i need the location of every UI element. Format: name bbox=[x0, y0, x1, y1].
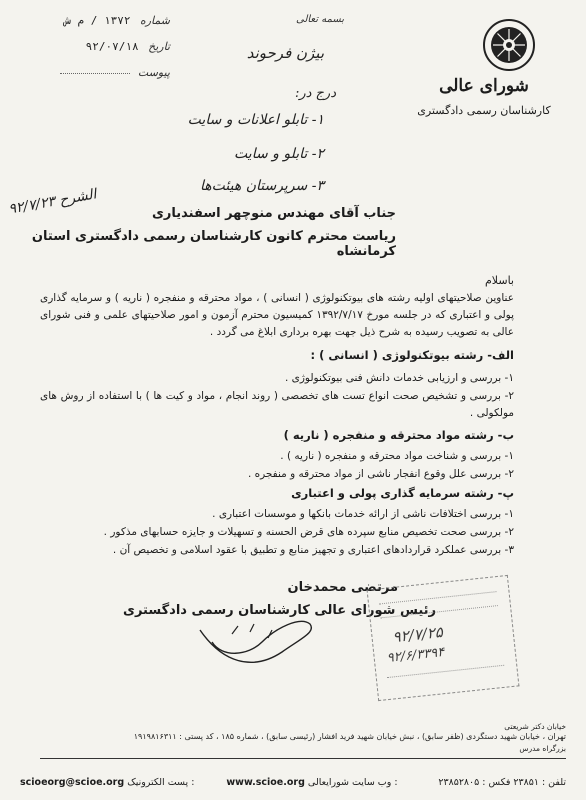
footer-divider bbox=[40, 758, 566, 759]
attachment-label: پیوست bbox=[137, 66, 170, 79]
section-b-item-1: ۱- بررسی و شناخت مواد محترقه و منفجره ( ناریه ) . bbox=[280, 450, 514, 462]
section-a-item-2: ۲- بررسی و تشخیص صحت انواع تست های تخصصی ( روند انجام ، مواد و کیت ها ) با استفاده از روش های مولکولی . bbox=[40, 390, 514, 419]
section-title-c: پ- رشته سرمایه گذاری پولی و اعتباری bbox=[291, 486, 514, 500]
basmala: بسمه تعالی bbox=[296, 14, 345, 25]
handwritten-margin-note: الشرح ۹۲/۷/۲۳ bbox=[7, 186, 98, 218]
handwritten-name: بیژن فرحوند bbox=[246, 44, 324, 62]
website-label: وب سایت شورایعالی : bbox=[307, 777, 398, 788]
stamp-line-1 bbox=[379, 591, 496, 604]
email-label: پست الکترونیک : bbox=[127, 777, 195, 788]
footer-phone: تلفن : ۲۳۸۵۱ فکس : ۲۳۸۵۲۸۰۵ bbox=[438, 777, 566, 788]
date-value: ۹۲/۰۷/۱۸ bbox=[85, 40, 139, 53]
addressee-title: ریاست محترم کانون کارشناسان رسمی دادگستری استان کرمانشاه bbox=[31, 229, 396, 259]
section-b-item-2: ۲- بررسی علل وقوع انفجار ناشی از مواد محترقه و منفجره . bbox=[247, 468, 514, 480]
signature-scribble bbox=[192, 612, 322, 674]
section-a-item-1: ۱- بررسی و ارزیابی خدمات دانش فنی بیوتکنولوژی . bbox=[284, 372, 514, 384]
council-logo-icon bbox=[482, 18, 536, 72]
council-name: شورای عالی bbox=[439, 76, 529, 96]
stamp-number: ۹۲/۶/۳۳۹۴ bbox=[386, 644, 445, 666]
section-c-item-2: ۲- بررسی صحت تخصیص منابع سپرده های قرض الحسنه و تسهیلات و جایزه حسابهای مذکور . bbox=[103, 526, 514, 538]
attachment-dots bbox=[60, 72, 130, 74]
section-c-item-3: ۳- بررسی عملکرد قراردادهای اعتباری و تجهیز منابع و تطبیق با عقود اسلامی و تخصیص آن . bbox=[112, 544, 514, 556]
stamp-line-2 bbox=[381, 605, 498, 618]
section-title-b: ب- رشته مواد محترقه و منفجره ( ناریه ) bbox=[283, 428, 514, 442]
council-subtitle: کارشناسان رسمی دادگستری bbox=[417, 104, 551, 117]
number-label: شماره bbox=[139, 14, 170, 27]
greeting: باسلام bbox=[484, 274, 514, 287]
section-c-item-1: ۱- بررسی اختلافات ناشی از ارائه خدمات بانکها و موسسات اعتباری . bbox=[212, 508, 514, 520]
intro-paragraph: عناوین صلاحیتهای اولیه رشته های بیوتکنولوژی ( انسانی ) ، مواد محترقه و منفجره ( ناریه ) و سرمایه گذاری پولی و اعتباری که در جلسه مورخ ۱۳۹۲/۷/۱۷ کمیسیون محترم آزمون و امور صلاحیتهای علمی و فنی شورای عالی به تصویب رسیده به شرح ذیل جهت بهره برداری ابلاغ می گردد . bbox=[40, 292, 514, 338]
letter-number bbox=[20, 14, 170, 27]
council-name-block bbox=[414, 76, 554, 117]
website-url[interactable]: www.scioe.org bbox=[226, 777, 305, 788]
signer-name: مرتضی محمدخان bbox=[287, 580, 398, 595]
handwritten-line-1: درج در: bbox=[294, 86, 336, 101]
letter-date bbox=[20, 40, 170, 53]
receipt-stamp bbox=[367, 575, 520, 701]
footer-address-street: خیابان دکتر شریعتی bbox=[504, 722, 566, 731]
handwritten-line-2: ۱- تابلو اعلانات و سایت bbox=[187, 112, 324, 128]
handwritten-line-3: ۲- تابلو و سایت bbox=[234, 146, 324, 162]
footer-address-highway: بزرگراه مدرس bbox=[519, 744, 566, 753]
email-address[interactable]: scioeorg@scioe.org bbox=[20, 777, 125, 788]
stamp-line-3 bbox=[387, 665, 504, 678]
footer-address: تهران ، خیابان شهید دستگردی (ظفر سابق) ، نبش خیابان شهید فرید افشار (رئیسی سابق) ، شماره ۱۸۵ ، کد پستی : ۱۹۱۹۸۱۶۳۱۱ bbox=[133, 732, 566, 741]
number-value: ۱۳۷۲ / م ش bbox=[64, 14, 131, 27]
date-label: تاریخ bbox=[148, 40, 170, 53]
handwritten-line-4: ۳- سرپرستان هیئت‌ها bbox=[200, 178, 324, 194]
section-title-a: الف- رشته بیوتکنولوژی ( انسانی ) : bbox=[310, 348, 514, 362]
addressee-name: جناب آقای مهندس منوچهر اسفندیاری bbox=[152, 206, 396, 221]
footer-email bbox=[20, 777, 194, 788]
footer-website bbox=[212, 777, 412, 788]
signer-title: رئیس شورای عالی کارشناسان رسمی دادگستری bbox=[123, 603, 436, 618]
stamp-date: ۹۲/۷/۲۵ bbox=[391, 623, 444, 647]
letter-attachment bbox=[20, 66, 170, 79]
